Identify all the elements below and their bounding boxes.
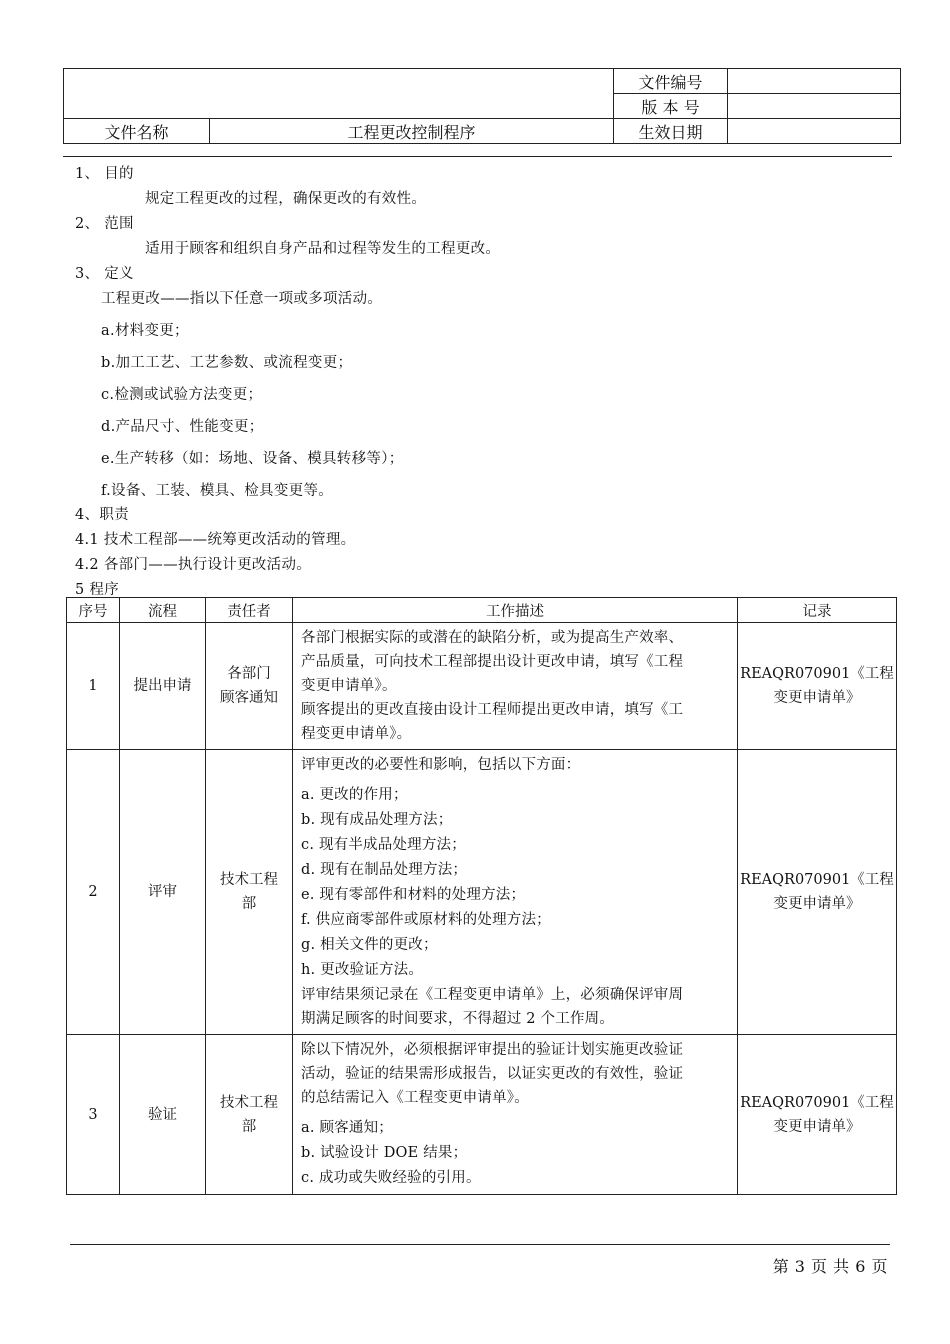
description-line: 程变更申请单》。 [301, 726, 412, 742]
description-item: a. 更改的作用； [301, 787, 408, 803]
row-number: 3 [67, 1035, 120, 1195]
description-line: 各部门根据实际的或潜在的缺陷分析，或为提高生产效率、 [301, 630, 684, 646]
row-flow: 验证 [120, 1035, 206, 1195]
owner-line: 技术工程 [220, 1094, 278, 1111]
section-3-intro: 工程更改——指以下任意一项或多项活动。 [101, 291, 383, 307]
file-name-value: 工程更改控制程序 [210, 119, 614, 144]
record-line: 变更申请单》 [773, 690, 861, 706]
effective-date-label: 生效日期 [614, 119, 728, 144]
description-item: e. 现有零部件和材料的处理方法； [301, 887, 526, 903]
row-description [293, 623, 738, 750]
description-line: 评审结果须记录在《工程变更申请单》上，必须确保评审周 [301, 987, 684, 1003]
row-owner [206, 1035, 293, 1195]
doc-number-value [728, 69, 901, 94]
definition-item: a.材料变更； [101, 323, 189, 339]
description-item: b. 现有成品处理方法； [301, 812, 453, 828]
description-line: 期满足顾客的时间要求，不得超过 2 个工作周。 [301, 1011, 615, 1027]
header-blank-cell [64, 69, 614, 119]
section-1-title: 1、 目的 [75, 166, 134, 182]
record-line: REAQR070901《工程 [740, 1094, 894, 1111]
row-number: 1 [67, 623, 120, 750]
row-owner [206, 750, 293, 1035]
description-line: 变更申请单》。 [301, 678, 397, 694]
owner-line: 部 [241, 896, 257, 912]
page-number: 第 3 页 共 6 页 [772, 1257, 888, 1276]
description-item: a. 顾客通知； [301, 1120, 393, 1136]
row-flow: 提出申请 [120, 623, 206, 750]
definition-item: e.生产转移（如：场地、设备、模具转移等）； [101, 451, 404, 467]
procedure-header-row [67, 598, 897, 623]
table-row [67, 1035, 897, 1195]
description-item: b. 试验设计 DOE 结果； [301, 1145, 468, 1161]
version-value [728, 94, 901, 119]
file-name-label: 文件名称 [64, 119, 210, 144]
definition-item: c.检测或试验方法变更； [101, 387, 263, 403]
section-2-title: 2、 范围 [75, 216, 134, 232]
column-header-record: 记录 [738, 598, 897, 623]
row-number: 2 [67, 750, 120, 1035]
procedure-table [66, 597, 897, 1195]
row-record [738, 623, 897, 750]
row-record [738, 1035, 897, 1195]
record-line: REAQR070901《工程 [740, 666, 894, 682]
row-description [293, 750, 738, 1035]
section-5-title: 5 程序 [75, 582, 120, 598]
definition-item: d.产品尺寸、性能变更； [101, 419, 264, 435]
row-record [738, 750, 897, 1035]
description-line: 除以下情况外，必须根据评审提出的验证计划实施更改验证 [301, 1042, 684, 1058]
row-owner [206, 623, 293, 750]
section-4-title: 4、职责 [75, 507, 129, 523]
header-divider [63, 156, 892, 157]
document-header-table [63, 68, 901, 144]
footer-divider [70, 1244, 890, 1245]
description-item: c. 成功或失败经验的引用。 [301, 1170, 481, 1186]
table-row [67, 623, 897, 750]
section-3-title: 3、 定义 [75, 266, 134, 282]
column-header-owner: 责任者 [206, 598, 293, 623]
row-flow: 评审 [120, 750, 206, 1035]
description-item: f. 供应商零部件或原材料的处理方法； [301, 912, 551, 928]
description-line: 的总结需记入《工程变更申请单》。 [301, 1090, 529, 1106]
owner-line: 部 [241, 1118, 257, 1135]
description-item: d. 现有在制品处理方法； [301, 862, 468, 878]
version-label: 版 本 号 [614, 94, 728, 119]
row-description [293, 1035, 738, 1195]
owner-line: 顾客通知 [220, 690, 278, 706]
record-line: 变更申请单》 [773, 896, 861, 912]
column-header-description: 工作描述 [293, 598, 738, 623]
description-line: 活动，验证的结果需形成报告，以证实更改的有效性，验证 [301, 1066, 684, 1082]
record-line: REAQR070901《工程 [740, 872, 894, 888]
definition-item: b.加工工艺、工艺参数、或流程变更； [101, 355, 353, 371]
section-1-text: 规定工程更改的过程，确保更改的有效性。 [145, 191, 427, 207]
responsibility-4-2: 4.2 各部门——执行设计更改活动。 [75, 557, 312, 573]
description-item: g. 相关文件的更改； [301, 937, 438, 953]
table-row [67, 750, 897, 1035]
effective-date-value [728, 119, 901, 144]
owner-line: 技术工程 [220, 872, 278, 888]
definition-item: f.设备、工装、模具、检具变更等。 [101, 483, 334, 499]
doc-number-label: 文件编号 [614, 69, 728, 94]
responsibility-4-1: 4.1 技术工程部——统筹更改活动的管理。 [75, 532, 356, 548]
description-item: c. 现有半成品处理方法； [301, 837, 466, 853]
section-2-text: 适用于顾客和组织自身产品和过程等发生的工程更改。 [145, 241, 501, 257]
description-item: h. 更改验证方法。 [301, 962, 424, 978]
description-line: 评审更改的必要性和影响，包括以下方面： [301, 757, 581, 773]
owner-line: 各部门 [227, 666, 271, 682]
description-line: 顾客提出的更改直接由设计工程师提出更改申请，填写《工 [301, 702, 684, 718]
description-line: 产品质量，可向技术工程部提出设计更改申请，填写《工程 [301, 654, 684, 670]
column-header-flow: 流程 [120, 598, 206, 623]
record-line: 变更申请单》 [773, 1118, 861, 1135]
column-header-no: 序号 [67, 598, 120, 623]
